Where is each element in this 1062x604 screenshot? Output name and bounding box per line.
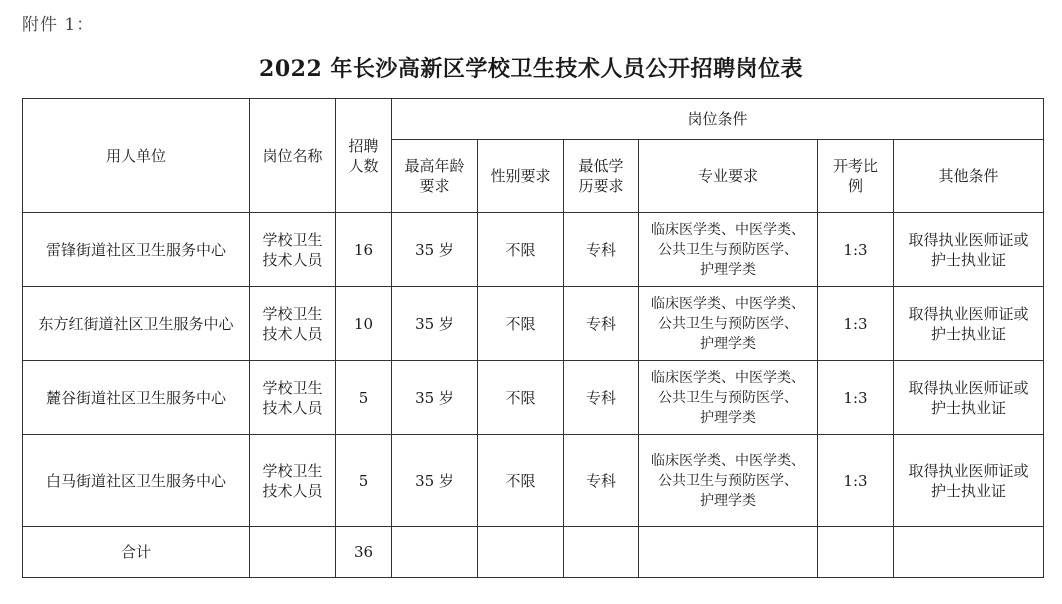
cell-other-line2: 护士执业证 xyxy=(931,481,1007,500)
cell-major xyxy=(639,213,818,287)
cell-position-line2: 技术人员 xyxy=(262,398,323,417)
attachment-label: 附件 1： xyxy=(22,15,95,35)
cell-other xyxy=(894,213,1044,287)
cell-position-line1: 学校卫生 xyxy=(262,230,323,249)
header-gender: 性别要求 xyxy=(478,140,564,213)
cell-gender: 不限 xyxy=(478,287,564,361)
header-conditions: 岗位条件 xyxy=(392,99,1044,140)
cell-major xyxy=(639,361,818,435)
header-major: 专业要求 xyxy=(639,140,818,213)
cell-position xyxy=(250,361,336,435)
header-age xyxy=(392,140,478,213)
header-education xyxy=(564,140,639,213)
cell-ratio: 1:3 xyxy=(818,361,894,435)
total-count: 36 xyxy=(336,527,392,578)
table-row xyxy=(23,361,1044,435)
cell-major-line1: 临床医学类、中医学类、 xyxy=(651,369,805,386)
total-empty-cell xyxy=(894,527,1044,578)
cell-count: 16 xyxy=(336,213,392,287)
header-ratio-line2: 例 xyxy=(847,177,863,195)
cell-other xyxy=(894,435,1044,527)
cell-ratio: 1:3 xyxy=(818,213,894,287)
cell-major-line3: 护理学类 xyxy=(700,409,756,426)
cell-ratio: 1:3 xyxy=(818,287,894,361)
cell-unit: 麓谷街道社区卫生服务中心 xyxy=(23,361,250,435)
cell-count: 10 xyxy=(336,287,392,361)
cell-other-line1: 取得执业医师证或 xyxy=(908,230,1029,249)
document-title: 2022 年长沙高新区学校卫生技术人员公开招聘岗位表 xyxy=(259,56,803,82)
total-row xyxy=(23,527,1044,578)
table-row xyxy=(23,213,1044,287)
cell-other-line1: 取得执业医师证或 xyxy=(908,304,1029,323)
cell-gender: 不限 xyxy=(478,435,564,527)
total-empty-cell xyxy=(250,527,336,578)
cell-age: 35 岁 xyxy=(392,287,478,361)
cell-education: 专科 xyxy=(564,435,639,527)
cell-age: 35 岁 xyxy=(392,213,478,287)
header-unit: 用人单位 xyxy=(23,99,250,213)
cell-position xyxy=(250,287,336,361)
cell-unit: 雷锋街道社区卫生服务中心 xyxy=(23,213,250,287)
cell-other-line2: 护士执业证 xyxy=(931,324,1007,343)
recruitment-table xyxy=(22,98,1044,578)
total-empty-cell xyxy=(564,527,639,578)
cell-major-line1: 临床医学类、中医学类、 xyxy=(651,221,805,238)
cell-major-line3: 护理学类 xyxy=(700,261,756,278)
header-count-line1: 招聘 xyxy=(348,136,379,155)
cell-major-line1: 临床医学类、中医学类、 xyxy=(651,452,805,469)
cell-position-line1: 学校卫生 xyxy=(262,304,323,323)
cell-position-line2: 技术人员 xyxy=(262,250,323,269)
header-count xyxy=(336,99,392,213)
cell-count: 5 xyxy=(336,435,392,527)
cell-position-line1: 学校卫生 xyxy=(262,461,323,480)
cell-gender: 不限 xyxy=(478,213,564,287)
cell-major xyxy=(639,435,818,527)
cell-major xyxy=(639,287,818,361)
table-row xyxy=(23,287,1044,361)
header-age-line1: 最高年龄 xyxy=(404,157,465,175)
cell-unit: 白马街道社区卫生服务中心 xyxy=(23,435,250,527)
cell-count: 5 xyxy=(336,361,392,435)
cell-age: 35 岁 xyxy=(392,435,478,527)
cell-age: 35 岁 xyxy=(392,361,478,435)
total-empty-cell xyxy=(392,527,478,578)
table-row xyxy=(23,435,1044,527)
cell-position-line1: 学校卫生 xyxy=(262,378,323,397)
header-other: 其他条件 xyxy=(894,140,1044,213)
cell-other xyxy=(894,361,1044,435)
cell-other-line2: 护士执业证 xyxy=(931,398,1007,417)
cell-position-line2: 技术人员 xyxy=(262,324,323,343)
cell-unit: 东方红街道社区卫生服务中心 xyxy=(23,287,250,361)
cell-major-line2: 公共卫生与预防医学、 xyxy=(658,472,798,489)
cell-position xyxy=(250,213,336,287)
cell-other-line1: 取得执业医师证或 xyxy=(908,378,1029,397)
header-row-top xyxy=(23,99,1044,140)
header-ratio-line1: 开考比 xyxy=(832,157,878,175)
header-age-line2: 要求 xyxy=(419,177,450,195)
total-empty-cell xyxy=(639,527,818,578)
total-empty-cell xyxy=(818,527,894,578)
cell-major-line2: 公共卫生与预防医学、 xyxy=(658,241,798,258)
cell-education: 专科 xyxy=(564,213,639,287)
total-empty-cell xyxy=(478,527,564,578)
cell-position-line2: 技术人员 xyxy=(262,481,323,500)
cell-other xyxy=(894,287,1044,361)
cell-other-line2: 护士执业证 xyxy=(931,250,1007,269)
cell-major-line1: 临床医学类、中医学类、 xyxy=(651,295,805,312)
cell-education: 专科 xyxy=(564,287,639,361)
cell-major-line2: 公共卫生与预防医学、 xyxy=(658,315,798,332)
total-label: 合计 xyxy=(23,527,250,578)
cell-major-line2: 公共卫生与预防医学、 xyxy=(658,389,798,406)
header-count-line2: 人数 xyxy=(348,156,379,175)
cell-education: 专科 xyxy=(564,361,639,435)
header-position: 岗位名称 xyxy=(250,99,336,213)
cell-ratio: 1:3 xyxy=(818,435,894,527)
cell-major-line3: 护理学类 xyxy=(700,335,756,352)
header-edu-line1: 最低学 xyxy=(578,157,624,175)
header-edu-line2: 历要求 xyxy=(578,177,624,195)
cell-other-line1: 取得执业医师证或 xyxy=(908,461,1029,480)
cell-major-line3: 护理学类 xyxy=(700,492,756,509)
cell-position xyxy=(250,435,336,527)
cell-gender: 不限 xyxy=(478,361,564,435)
header-ratio xyxy=(818,140,894,213)
